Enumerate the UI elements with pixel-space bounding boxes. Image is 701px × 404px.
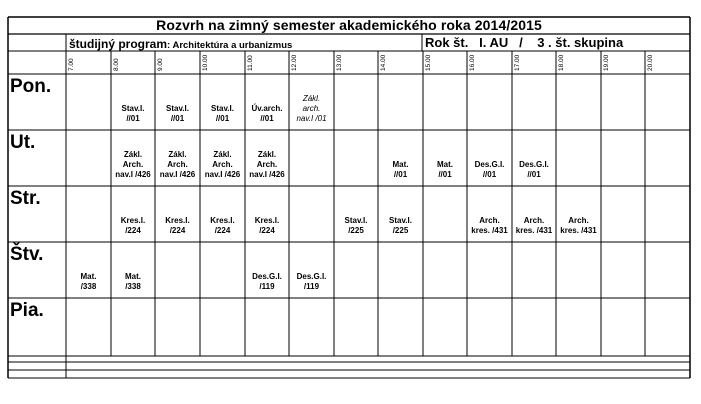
class-entry (378, 216, 423, 236)
class-entry-line: Arch. (212, 160, 233, 169)
class-entry-line: nav.I /426 (159, 170, 196, 179)
hour-header: 15.00 (425, 54, 432, 71)
class-entry (200, 216, 245, 236)
class-entry-line: Stav.I. (166, 104, 189, 113)
class-entry-line: Kres.I. (210, 216, 235, 225)
class-entry (155, 104, 200, 124)
class-entry-line: /119 (259, 282, 275, 291)
class-entry-line: /224 (214, 226, 231, 235)
class-entry (556, 216, 601, 236)
class-entry-line: /225 (348, 226, 364, 235)
class-entry-line: nav.I /426 (204, 170, 241, 179)
class-entry (467, 216, 512, 236)
hour-header: 12.00 (291, 54, 298, 71)
class-entry-line: Zákl. (123, 150, 143, 159)
class-entry-line: Mat. (392, 160, 409, 169)
study-program-value: : Architektúra a urbanizmus (167, 40, 293, 51)
class-entry-line: Des.G.I. (296, 272, 327, 281)
class-entry-line: /224 (259, 226, 275, 235)
class-entry-line: Mat. (80, 272, 97, 281)
class-entry (111, 272, 155, 292)
class-entry (245, 216, 289, 236)
class-entry (334, 216, 378, 236)
class-entry (200, 104, 245, 124)
day-label: Ut. (10, 132, 36, 153)
study-program (69, 36, 292, 52)
hour-header: 18.00 (558, 54, 565, 71)
class-entry-line: //01 (260, 114, 274, 123)
class-entry-line: /119 (303, 282, 320, 291)
class-entry-line: nav.I /426 (249, 170, 285, 179)
class-entry-line: //01 (438, 170, 452, 179)
class-entry (245, 104, 289, 124)
class-entry (289, 272, 334, 292)
class-entry-line: Des.G.I. (519, 160, 549, 169)
class-entry-line: //01 (393, 170, 408, 179)
year-group-info: Rok št. I. AU / 3 . št. skupina (425, 35, 624, 50)
hour-header: 9.00 (157, 58, 164, 71)
day-label: Štv. (10, 244, 44, 265)
class-entry (111, 150, 155, 180)
class-entry-line: Des.G.I. (252, 272, 282, 281)
class-entry (512, 160, 556, 180)
class-entry-line: nav.I /01 (296, 114, 327, 123)
class-entry-line: /338 (80, 282, 97, 291)
class-entry-line: Zákl. (168, 150, 187, 159)
day-label: Str. (10, 188, 41, 209)
study-program-label: študijný program (69, 37, 168, 51)
class-entry-line: Kres.I. (254, 216, 280, 225)
class-entry-line: Des.G.I. (474, 160, 505, 169)
class-entry-line: kres. /431 (560, 226, 597, 235)
class-entry-line: Arch. (568, 216, 589, 225)
class-entry (155, 216, 200, 236)
class-entry-line: //01 (527, 170, 541, 179)
class-entry-line: Zákl. (213, 150, 232, 159)
hour-header: 11.00 (247, 55, 254, 71)
class-entry-line: /338 (125, 282, 141, 291)
class-entry-line: Úv.arch. (251, 104, 283, 113)
class-entry-line: Arch. (479, 216, 500, 225)
class-entry-line: arch. (302, 104, 321, 113)
hour-header: 16.00 (469, 54, 476, 71)
hour-header: 10.00 (202, 54, 209, 71)
class-entry (512, 216, 556, 236)
class-entry-line: /224 (125, 226, 141, 235)
class-entry (245, 272, 289, 292)
hour-header: 20.00 (647, 54, 654, 71)
class-entry (66, 272, 111, 292)
hour-header: 14.00 (380, 54, 387, 71)
class-entry-line: Arch. (167, 160, 188, 169)
class-entry (155, 150, 200, 180)
class-entry-line: //01 (126, 114, 140, 123)
class-entry-line: kres. /431 (515, 226, 553, 235)
hour-header: 19.00 (603, 54, 610, 71)
class-entry-line: Zákl. (302, 94, 321, 103)
class-entry-line: Mat. (437, 160, 453, 169)
day-label: Pon. (10, 76, 52, 97)
class-entry (467, 160, 512, 180)
class-entry-line: Zákl. (257, 150, 277, 159)
class-entry-line: /225 (392, 226, 409, 235)
class-entry-line: Stav.I. (389, 216, 412, 225)
class-entry (200, 150, 245, 180)
class-entry (245, 150, 289, 180)
class-entry (289, 94, 334, 124)
class-entry-line: Stav.I. (344, 216, 368, 225)
class-entry-line: Arch. (523, 216, 545, 225)
page-title: Rozvrh na zimný semester akademického roka 2014/2015 (156, 17, 542, 33)
class-entry-line: Mat. (125, 272, 141, 281)
class-entry-line: nav.I /426 (115, 170, 151, 179)
class-entry-line: Stav.I. (121, 104, 145, 113)
hour-header: 7.00 (68, 58, 75, 71)
class-entry-line: Arch. (256, 160, 278, 169)
class-entry (111, 216, 155, 236)
hour-header: 17.00 (514, 54, 521, 71)
class-entry-line: //01 (482, 170, 497, 179)
class-entry-line: Stav.I. (211, 104, 234, 113)
class-entry-line: /224 (169, 226, 186, 235)
day-label: Pia. (10, 300, 44, 321)
class-entry-line: Arch. (122, 160, 144, 169)
class-entry-line: kres. /431 (471, 226, 508, 235)
class-entry (111, 104, 155, 124)
class-entry-line: //01 (170, 114, 185, 123)
class-entry (378, 160, 423, 180)
class-entry-line: Kres.I. (165, 216, 190, 225)
class-entry-line: Kres.I. (120, 216, 146, 225)
hour-header: 8.00 (113, 58, 120, 71)
class-entry (423, 160, 467, 180)
class-entry-line: //01 (215, 114, 230, 123)
hour-header: 13.00 (336, 54, 343, 71)
